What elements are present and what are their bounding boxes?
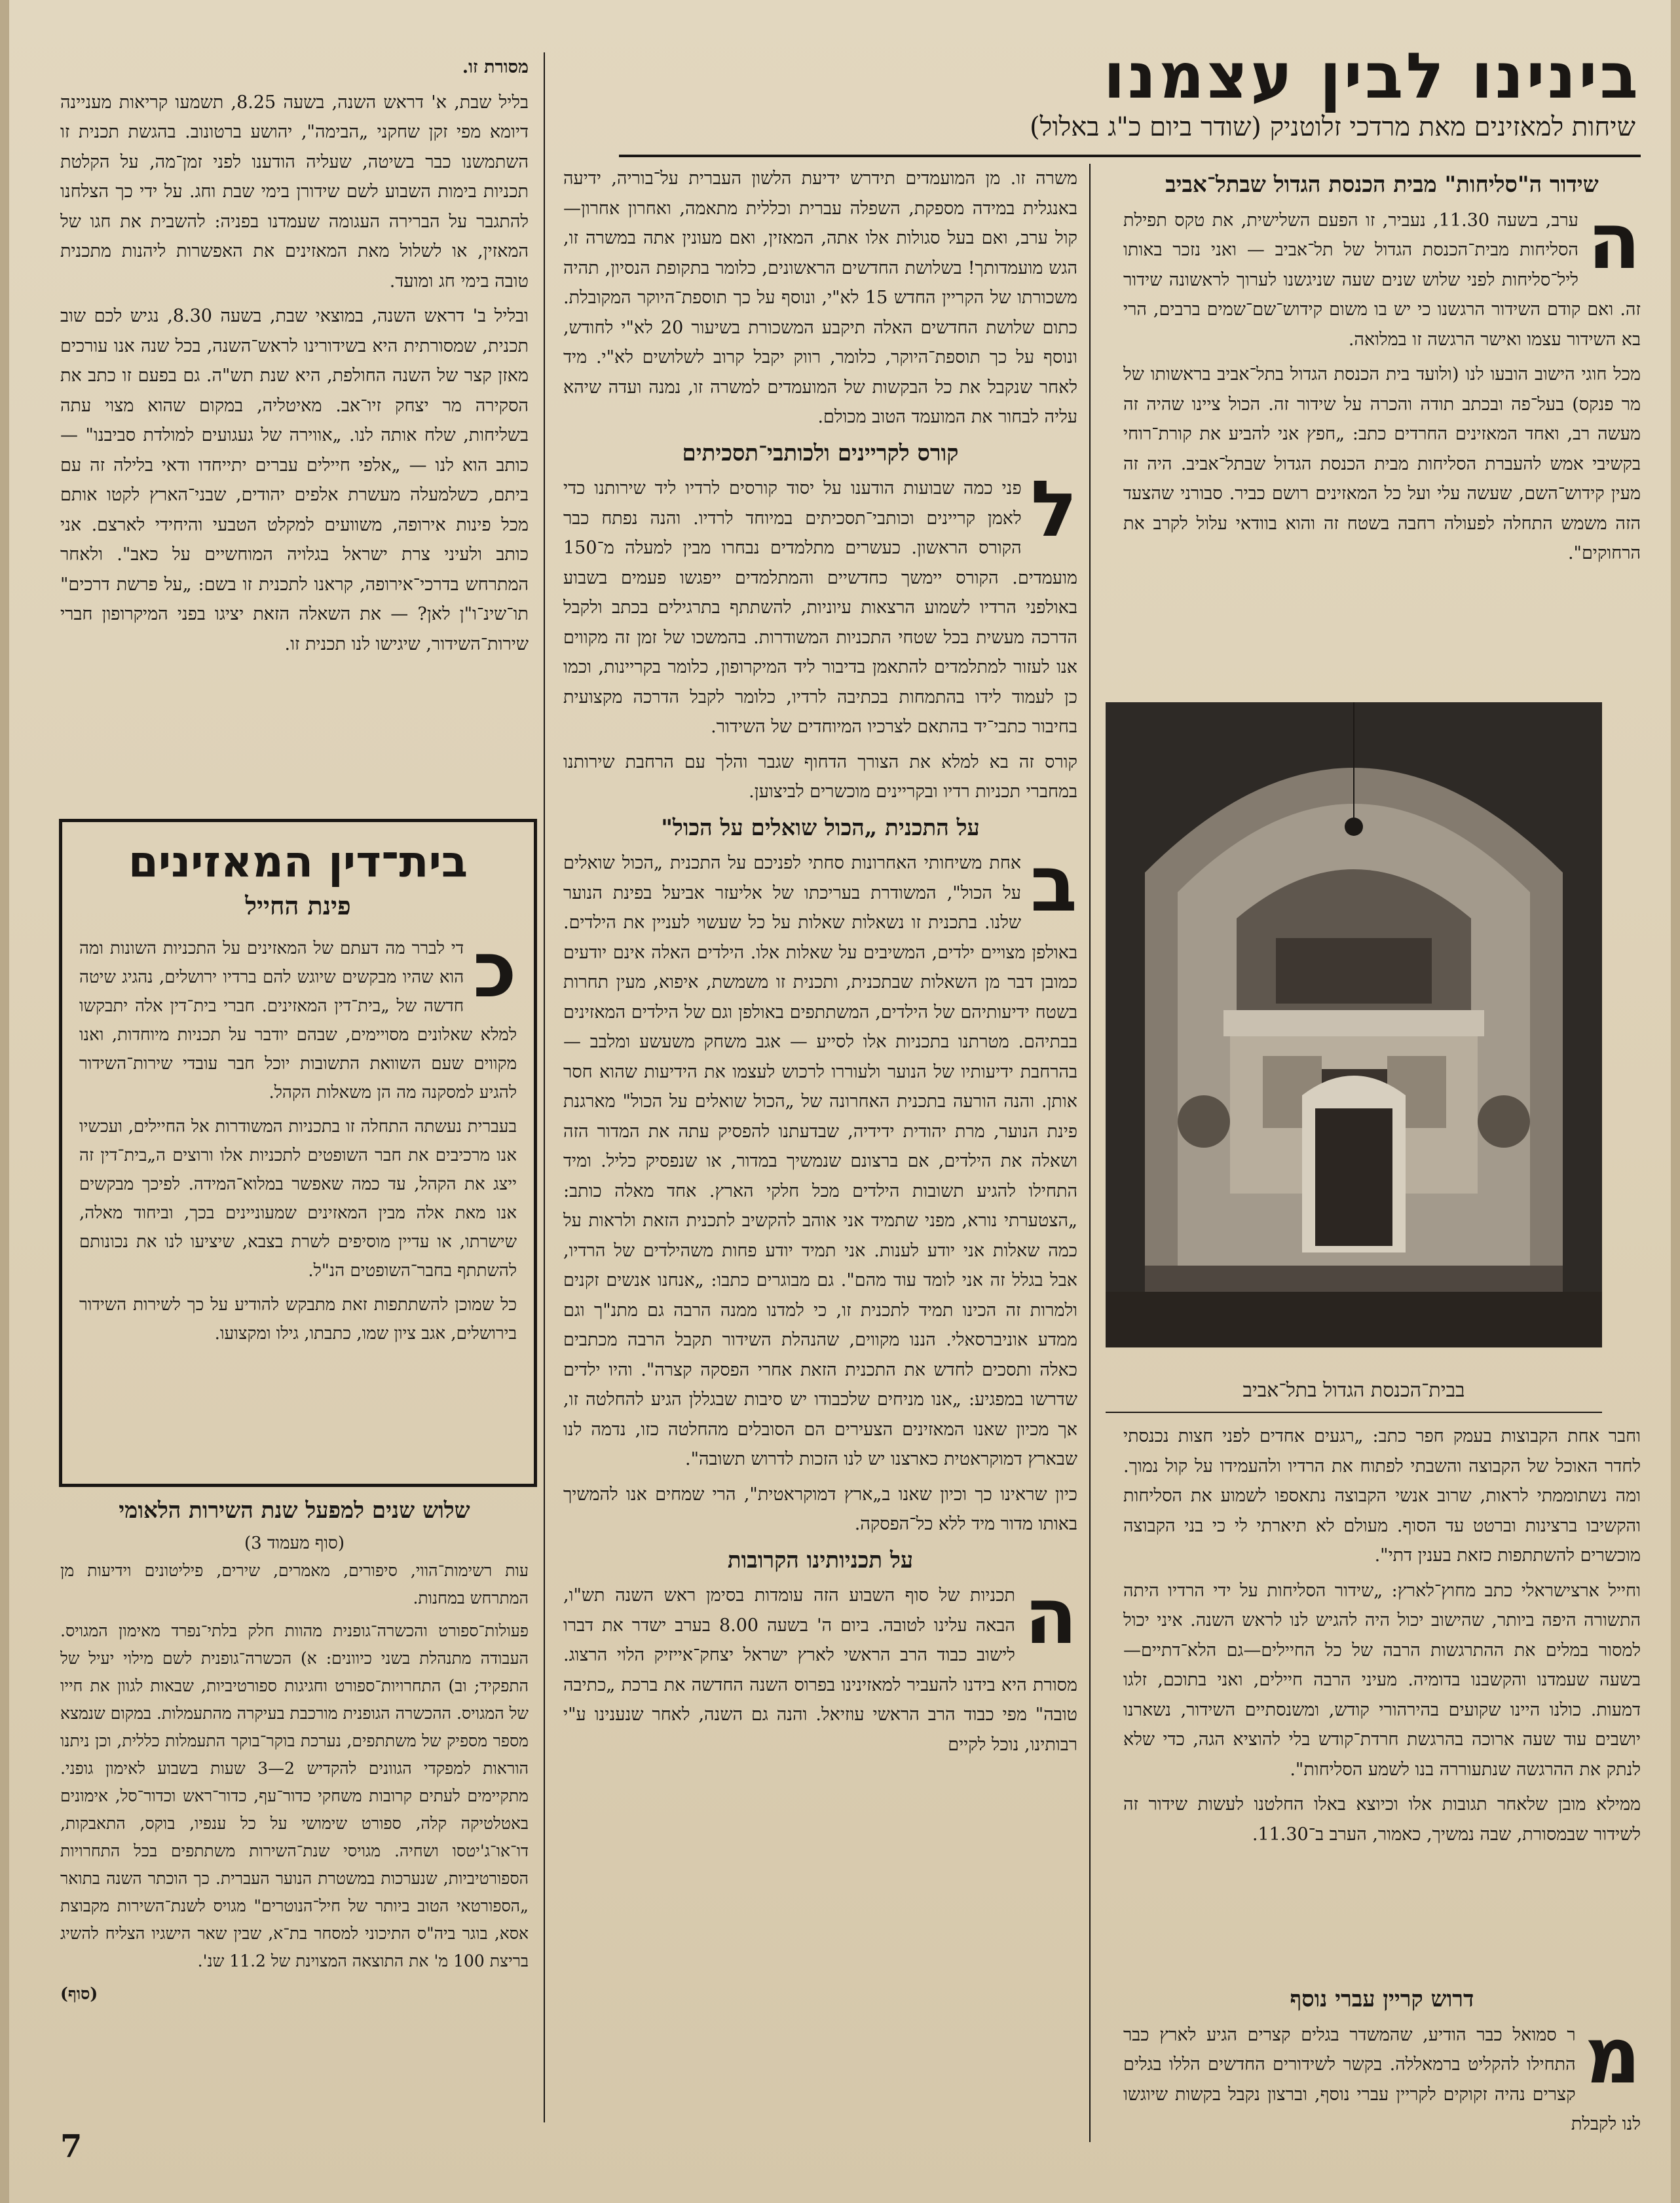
page-number: 7 (60, 2128, 83, 2165)
masthead (619, 39, 1641, 151)
drop-cap: ב (1030, 838, 1077, 929)
paragraph: משרה זו. מן המועמדים תידרש ידיעת הלשון העברית על־בוריה, ידיעה באנגלית במידה מספקת, השפלה עברית וכללית מתאמה, ואחרון אחרון—קול ערב, ואם בעל סגולות אלו אתה, המאזין, ואם מעונין אתה במשרה זו, הגש מועמדותך! בשלושת החדשים הראשונים, כלומר בתקופת הנסיון, תהיה משכורתו של הקריין החדש 15 לא"י, ונוסף על כך תוספת־היוקר המקובלת. כתום שלושת החדשים האלה תיקבע המשכורת בשיעור 20 לא"י לחודש, ונוסף על כך תוספת־היוקר, כלומר, רווק יקבל קרוב לשלושים לא"י. מיד לאחר שנקבל את כל הבקשות של המועמדים למשרה זו, נמנה ועדה שיהא עליה לבחור את המועמד הטוב מכולם. (563, 168, 1077, 427)
column-left-bottom (60, 1490, 529, 2126)
photo-caption: בבית־הכנסת הגדול בתל־אביב (1242, 1379, 1465, 1402)
masthead-rule (619, 155, 1641, 157)
column-right-middle (1123, 1422, 1641, 1985)
paragraph: פני כמה שבועות הודענו על יסוד קורסים לרדיו ליד שירותנו כדי לאמן קריינים וכותבי־תסכיתים במיוחד לרדיו. והנה נפתח כבר הקורס הראשון. כעשרים מתלמדים נבחרו מבין למעלה מ־150 מועמדים. הקורס יימשך כחדשיים והמתלמדים ייפגשו פעמים בשבוע באולפני הרדיו לשמוע הרצאות עיוניות, להשתתף בתרגילים בכתב ולקבל הדרכה מעשית בכל שטחי התכניות המשודרות. בהמשכו של זמן זה מקווים אנו לעזור למתלמדים להתאמן בדיבור ליד המיקרופון, כלומר בקריינות, וכמו כן לעמוד לידו בהתמחות בכתיבה לרדיו, כלומר לקבל הדרכה מקצועית בחיבור כתבי־יד בהתאם לצרכיו המיוחדים של השידור. (563, 478, 1077, 737)
box-title: בית־דין המאזינים (128, 837, 468, 887)
paragraph: כיון שראינו כך וכיון שאנו ב„ארץ דמוקראטית", הרי שמחים אנו להמשיך באותו מדור מיד ללא כל־הפסקה. (563, 1484, 1077, 1534)
paragraph: וחייל ארצישראלי כתב מחוץ־לארץ: „שידור הסליחות על ידי הרדיו היתה התשורה היפה ביותר, שהישוב יכול היה להגיש לנו לראש השנה. איני יכול למסור במלים את ההתרגשות הרבה של כל החיילים—גם הלא־דתיים—בשעה שעמדנו והקשבנו בדומיה. מעיני הרבה חיילים, ואני בתוכם, זלגו דמעות. כולנו היינו שקועים בהירהורי קודש, ומשנסתיים השידור, נשארנו יושבים עוד שעה ארוכה בהרגשת חרדת־קודש בלי להוציא הגה, כדי שלא לנתק את ההרגשה שנתעוררה בנו לשמע הסליחות". (1123, 1580, 1641, 1780)
drop-cap: מ (1584, 2010, 1641, 2101)
box-body (79, 934, 517, 1458)
end-mark: (סוף) (60, 1984, 98, 2003)
paragraph: עות רשימות־הווי, סיפורים, מאמרים, שירים, פיליטונים וידיעות מן המתרחש במחנות. (60, 1561, 529, 1608)
listeners-court-box (59, 819, 537, 1487)
paragraph: בעברית נעשתה התחלה זו בתכניות המשודרות אל החיילים, ועכשיו אנו מרכיבים את חבר השופטים לתכניות אלו ורוצים ה„בית־דין זה ייצג את הקהל, עד כמה שאפשר במלוא־המידה. לפיכך מבקשים אנו מאת אלה מבין המאזינים שמעוניינים בכך, וביחוד מאלה, שישרתו, או עדיין מוסיפים לשרת בצבא, שיציעו לנו את נכונותם להשתתף בחבר־השופטים הנ"ל. (79, 1117, 517, 1281)
paragraph: כל שמוכן להשתתפות זאת מתבקש להודיע על כך לשירות השידור בירושלים, אגב ציון שמו, כתבתו, גילו ומקצועו. (79, 1295, 517, 1344)
drop-cap: ה (1587, 195, 1641, 286)
column-middle (563, 164, 1077, 2142)
paragraph: ר סמואל כבר הודיע, שהמשדר בגלים קצרים הגיע לארץ כבר התחילו להקליט ברמאללה. בקשר לשידורים החדשים הללו בגלים קצרים נהיה זקוקים לקריין עברי נוסף, וברצון נקבל בקשות שיוגשו לנו לקבלת (1123, 2024, 1641, 2134)
synagogue-interior-image (1106, 702, 1602, 1347)
scan-edge-right (1671, 0, 1680, 2203)
section-heading-service-year: שלוש שנים למפעל שנת השירות הלאומי (119, 1497, 470, 1524)
section-heading-upcoming: על תכניותינו הקרובות (727, 1547, 914, 1573)
paragraph: אחת משיחותי האחרונות סחתי לפניכם על התכנית „הכול שואלים על הכול", המשודרת בעריכתו של אליעזר אביעל בפינת הנוער שלנו. בתכנית זו נשאלות שאלות על כל שעשוי לעניין את הילדים. באולפן מצויים ילדים, המשיבים על שאלות אלו. הילדים האלה אינם יודעים כמובן דבר מן השאלות שבתכנית, ותכנית זו משמשת, איפוא, מעין תחרות בשטח ידיעותיהם של הילדים, המשתתפים באולפן וגם של הילדים המאזינים בבתיהם. מטרתנו בתכניות אלו לסייע — אגב משחק משעשע ומלבב — בהרחבת ידיעותיו של הנוער ולעוררו לרכוש לעצמו את הידיעות שהוא חסר אותן. והנה הורעה בתכנית האחרונה של „הכול שואלים על הכול" מארגנת פינת הנוער, מרת יהודית ידידיה, שבדעתנו להפסיק עתה את המדור הזה ושאלה את הילדים, אם ברצונם שנמשיך במדור, או שנפסיק כליל. ומיד התחילו להגיע תשובות הילדים מכל חלקי הארץ. אחד מאלה כותב: „הצטערתי נורא, מפני שתמיד אני אוהב להקשיב לתכנית הזאת ולראות על כמה שאלות אני יודע לענות. אני תמיד יודע פחות משהילדים של הרדיו, אבל בגלל זה אני לומד עוד מהם". גם מבוגרים כתבו: „אנחנו אנשים זקנים ולמרות זה הכינו תמיד לתכנית זו, כי למדנו ממנה הרבה גם מתנ"ך וגם ממדע אוניברסאלי. הננו מקווים, שהנהלת השידור תקבל הרבה מכתבים כאלה ותסכים לחדש את התכנית הזאת אחרי הפסקה קצרה". והיו ילדים שדרשו במפגיע: „אנו מניחים שלכבודו יש סיבות שבגללן הגיע להחלטה זו, אך מכיון שאנו המאזינים הצעירים הם הסובלים מהחלטה כזו, נדמה לנו שבארץ דמוקראטית כארצנו יש לנו הזכות לדרוש תשובה". (563, 853, 1077, 1469)
paragraph: קורס זה בא למלא את הצורך הדחוף שגבר והלך עם הרחבת שירותנו במחברי תכניות רדיו ובקריינים מוכשרים לביצוען. (563, 751, 1077, 802)
drop-cap: כ (473, 934, 517, 1015)
paragraph: די לברר מה דעתם של המאזינים על התכניות השונות ומה הוא שהיו מבקשים שיוגש להם ברדיו ירושלים, נהגיג שיטה חדשה של „בית־דין המאזינים. חברי בית־דין אלה יתבקשו למלא שאלונים מסויימים, שבהם יודבר על תכניות מיוחדות, ואנו מקווים שעם השוואת התשובות יוכל חבר עובדי שירות־השידור להגיע למסקנה מה הן משאלות הקהל. (79, 939, 517, 1102)
section-heading-slichot: שידור ה"סליחות" מבית הכנסת הגדול שבתל־אביב (1165, 172, 1599, 198)
box-subtitle: פינת החייל (245, 891, 351, 920)
column-right-top (1123, 164, 1641, 707)
paragraph: ממילא מובן שלאחר תגובות אלו וכיוצא באלו החלטנו לעשות שידור זה לשידור שבמסורת, שבה נמשיך, כאמור, הערב ב־11.30. (1123, 1794, 1641, 1845)
paragraph: ובליל ב' דראש השנה, במוצאי שבת, בשעה 8.30, נגיש לכם שוב תכנית, שמסורתית היא בשידורינו לראש־השנה, בכל שנה אנו עורכים מאזן קצר של השנה החולפת, היא שנת תש"ה. גם בפעם זו כתב את הסקירה מר יצחק זיו־אב. מאיטליה, במקום שהוא מצוי עתה בשליחות, שלח אותה לנו. „אווירה של געגועים למולדת סביבנו" — כותב הוא לנו — „אלפי חיילים עברים יתייחדו ודאי בלילה זה עם ביתם, כשלמעלה מעשרת אלפים יהודים, שבני־הארץ לקטו אותם מכל פינות אירופה, משוועים למקלט הטבעי והיחידי לארצם. אני כותב ולעיני צרת ישראל בגלויה המוחשיים על כאב". ולאחר המתרחש בדרכי־אירופה, קראנו לתכנית זו בשם: „על פרשת דרכים" תו־שינ־ו"ן לאן? — את השאלה הזאת יציגו בפני המיקרופון חברי שירות־השידור, שיגישו לנו תכנית זו. (60, 306, 529, 654)
column-divider-right (1089, 164, 1091, 2142)
page-title: בינינו לבין עצמנו (1103, 39, 1641, 113)
page-subtitle: שיחות למאזינים מאת מרדכי זלוטניק (שודר ביום כ"ג באלול) (1030, 112, 1635, 142)
drop-cap: ה (1024, 1571, 1077, 1661)
paragraph: ערב, בשעה 11.30, נעביר, זו הפעם השלישית, את טקס תפילת הסליחות מבית־הכנסת הגדול של תל־אביב — ואני נזכר באותו ליל־סליחות לפני שלוש שנים שעה שניגשנו לערוך לראשונה שידור זה. ואם קודם השידור הרגשנו כי יש בו משום קידוש־שם־שמים ברבים, הרי בא השידור עצמו ואישר הרגשה זו במלואה. (1123, 210, 1641, 350)
scan-edge-left (0, 0, 9, 2203)
column-divider-left (544, 52, 545, 2122)
caption-rule (1106, 1412, 1602, 1413)
paragraph: וחבר אחת הקבוצות בעמק חפר כתב: „רגעים אחדים לפני חצות נכנסתי לחדר האוכל של הקבוצה והשבתי לפתוח את הרדיו ולהעמידו על קול נמוך. ומה נשתוממתי לראות, שרוב אנשי הקבוצה נתאספו לשמוע את הסליחות והקשיבו ברצינות וברטט עד הסוף. מעולם לא תיארתי לי כי בני הקבוצה מוכשרים להשתתפות כזאת בענין דתי". (1123, 1426, 1641, 1566)
paragraph: בליל שבת, א' דראש השנה, בשעה 8.25, תשמעו קריאות מעניינה דיומא מפי זקן שחקני „הבימה", יהושע ברטונוב. בהגשת תכנית זו השתמשנו כבר בשיטה, שעליה הודענו לפני זמן־מה, על הקלטת תכניות בימות השבוע לשם שידורן בימי שבת וחג. על ידי כך הצלחנו להתגבר על הברירה העגומה שעמדנו בפניה: להשבית את חגו של המאזין, או לשלול מאת המאזינים את האפשרות ליהנות מתכנית טובה בימי חג ומועד. (60, 92, 529, 292)
synagogue-photo (1106, 702, 1602, 1347)
paragraph: תכניות של סוף השבוע הזה עומדות בסימן ראש השנה תש"ו, הבאה עלינו לטובה. ביום ה' בשעה 8.00 בערב ישדר את דברו לישוב כבוד הרב הראשי לארץ ישראל יצחק־אייזיק הלוי הרצוג. מסורת היא בידנו להעביר למאזינינו בפרוס השנה החדשה את ברכת „כתיבה טובה" מפי כבוד הרב הראשי עוזיאל. והנה גם השנה, לאחר שנענינו ע"י רבותינו, נוכל לקיים (563, 1585, 1077, 1755)
column-left-top (60, 52, 529, 806)
drop-cap: ל (1030, 464, 1077, 554)
paragraph: מכל חוגי הישוב הובעו לנו (ולועד בית הכנסת הגדול בתל־אביב בראשותו של מר פנקס) בעל־פה ובכתב תודה והכרה על שידור זה. הכול ציינו שהיה זה מעשה רב, ואחד המאזינים החרדים כתב: „חפץ אני להביע את קורת־רוחי בקשיבי אמש להעברת הסליחות מבית הכנסת הגדול שבתל־אביב. היה זה מעין קידוש־השם, שעשה עלי ועל כל המאזינים רושם כביר. סבורני שהצעד הזה משמש התחלה לפעולה רחבה בשטח זה והוא בוודאי עלול לקרב את הרחוקים". (1123, 364, 1641, 563)
section-heading-announcer: דרוש קריין עברי נוסף (1290, 1986, 1474, 2012)
column-right-bottom (1123, 1978, 1641, 2155)
section-heading-course: קורס לקריינים ולכותבי־תסכיתים (682, 440, 959, 466)
continuation-note: (סוף מעמוד 3) (244, 1534, 345, 1553)
paragraph: פעולות־ספורט והכשרה־גופנית מהוות חלק בלתי־נפרד מאימון המגויס. העבודה מתנהלת בשני כיוונים: א) הכשרה־גופנית לשם מילוי יעיל של התפקיד; וב) התחרויות־ספורט וחגיגות ספורטיביות, שבאות לגוון את חייו של המגויס. ההכשרה הגופנית מורכבת בעיקרה מהתעמלות. במקום שנמצא מספר מספיק של משתתפים, נערכת בוקר־בוקר התעמלות כללית, וכן ניתנו הוראות למפקדי הגוונים להקדיש 2—3 שעות בשבוע לאימון גופני. מתקיימים לעתים קרובות משחקי כדור־עף, כדור־ראש וכדור־סל, אימונים באטלטיקה קלה, ספורט שימושי על כל ענפיו, בוקס, התאבקות, דו־או־ג'יטסו ושחיה. מגויסי שנת־השירות משתתפים בכל התחרויות הספורטיביות, שנערכות במשטרת הנוער העברית. כך הוכתר השנה בתואר „הספורטאי הטוב ביותר של חיל־הנוטרים" מגויס לשנת־השירות מקבוצת אסא, בוגר ביה"ס התיכוני למסחר בת־א, שבין שאר הישגיו הצליח להשיג בריצת 100 מ' את התוצאה המצוינת של 11.2 שנ'. (60, 1621, 529, 1970)
column-left-lead: מסורת זו. (462, 57, 529, 77)
section-heading-quiz: על התכנית „הכול שואלים על הכול" (661, 814, 980, 841)
